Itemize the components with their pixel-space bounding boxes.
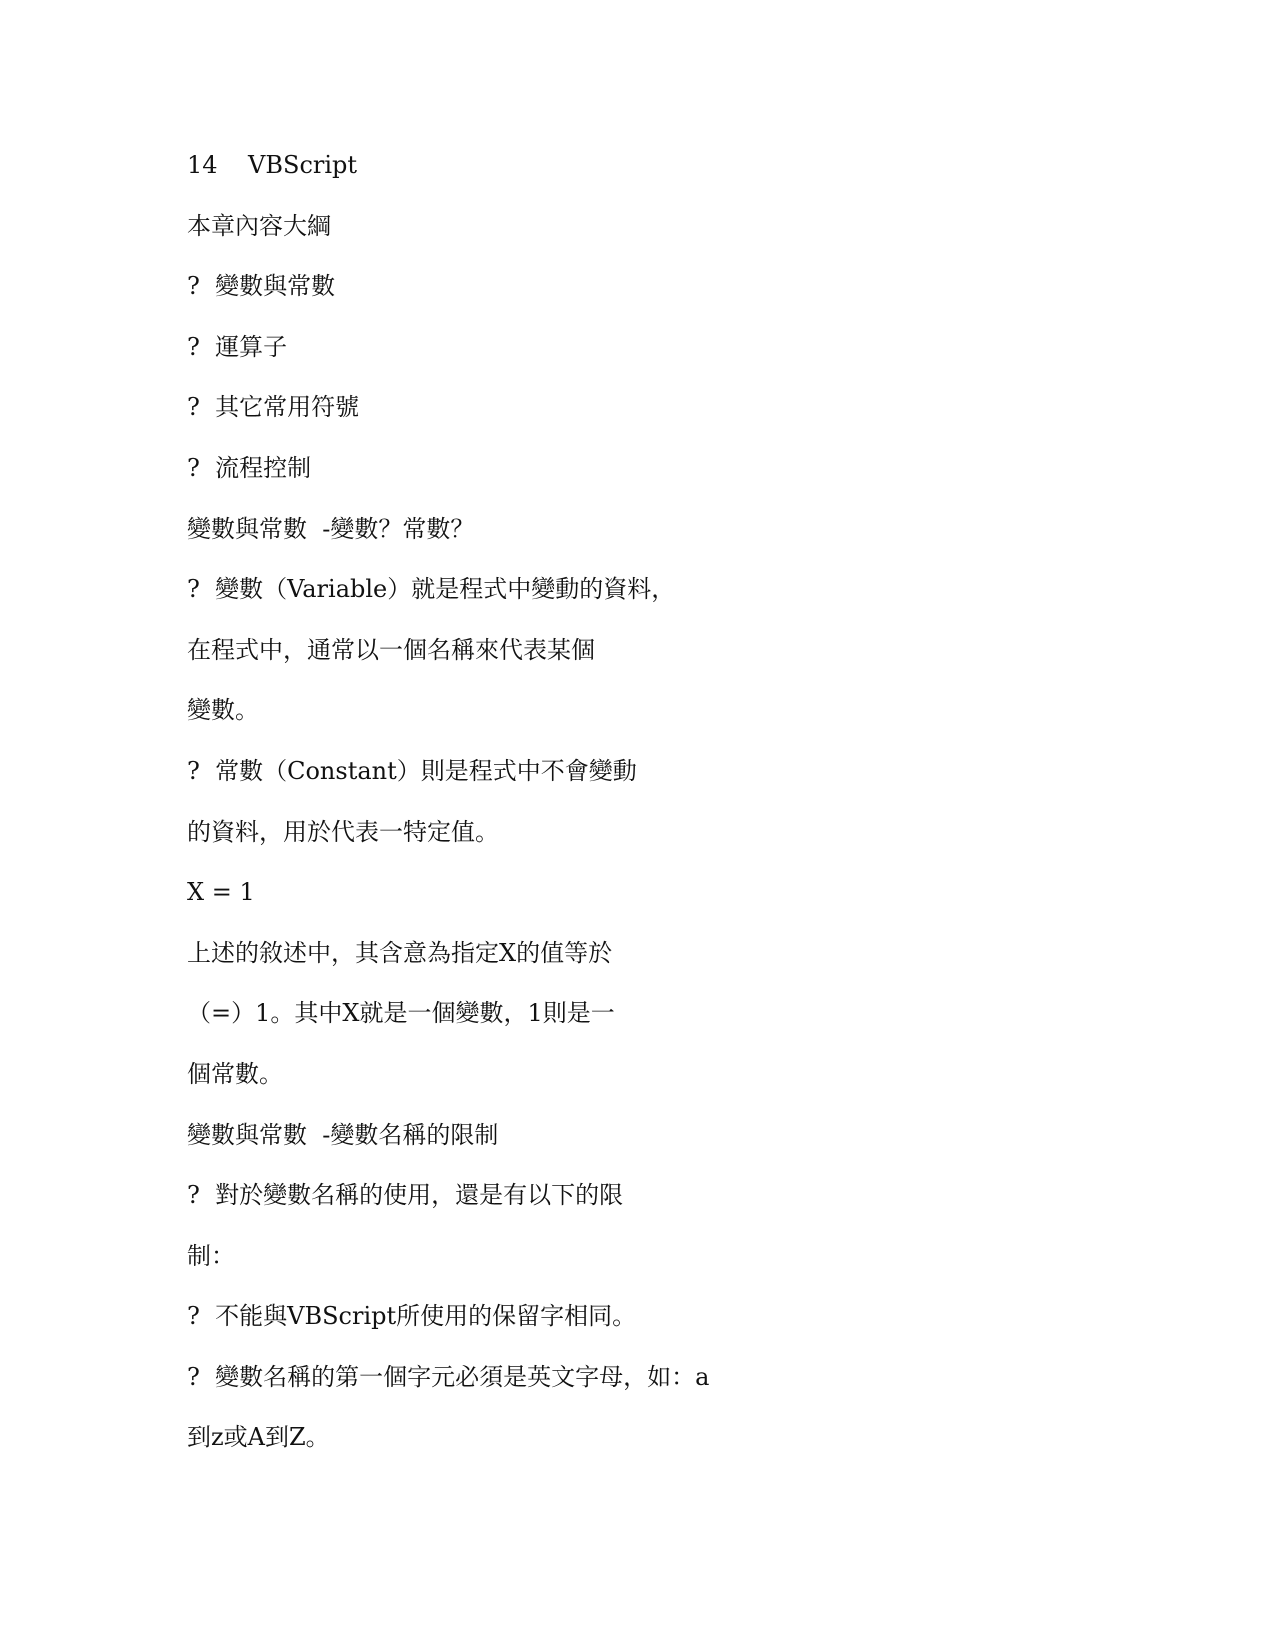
body-text-line: ? 常數（Constant）則是程式中不會變動: [187, 756, 637, 785]
body-text-line: 的資料，用於代表一特定值。: [187, 817, 499, 846]
body-text-line: ? 對於變數名稱的使用，還是有以下的限: [187, 1181, 624, 1210]
body-text-line: （=）1。其中X就是一個變數，1則是一: [187, 999, 615, 1028]
body-text-line: ? 不能與VBScript所使用的保留字相同。: [187, 1302, 637, 1331]
section-heading: 變數與常數 -變數名稱的限制: [187, 1120, 499, 1149]
body-text-line: 個常數。: [187, 1059, 283, 1088]
code-example: X = 1: [187, 878, 255, 907]
outline-item: ? 其它常用符號: [187, 393, 360, 422]
outline-item: ? 變數與常數: [187, 272, 336, 301]
outline-item: ? 運算子: [187, 332, 288, 361]
body-text-line: 變數。: [187, 696, 259, 725]
body-text-line: ? 變數名稱的第一個字元必須是英文字母，如：a: [187, 1362, 710, 1391]
body-text-line: 制：: [187, 1241, 235, 1270]
body-text-line: ? 變數（Variable）就是程式中變動的資料，: [187, 575, 676, 604]
outline-heading: 本章內容大綱: [187, 211, 331, 240]
document-body: [187, 148, 1087, 1481]
chapter-title: 14 VBScript: [187, 151, 358, 179]
outline-item: ? 流程控制: [187, 453, 312, 482]
section-heading: 變數與常數 -變數？常數？: [187, 514, 475, 543]
body-text-line: 在程式中，通常以一個名稱來代表某個: [187, 635, 595, 664]
body-text-line: 上述的敘述中，其含意為指定X的值等於: [187, 938, 613, 967]
body-text-line: 到z或A到Z。: [187, 1423, 330, 1452]
